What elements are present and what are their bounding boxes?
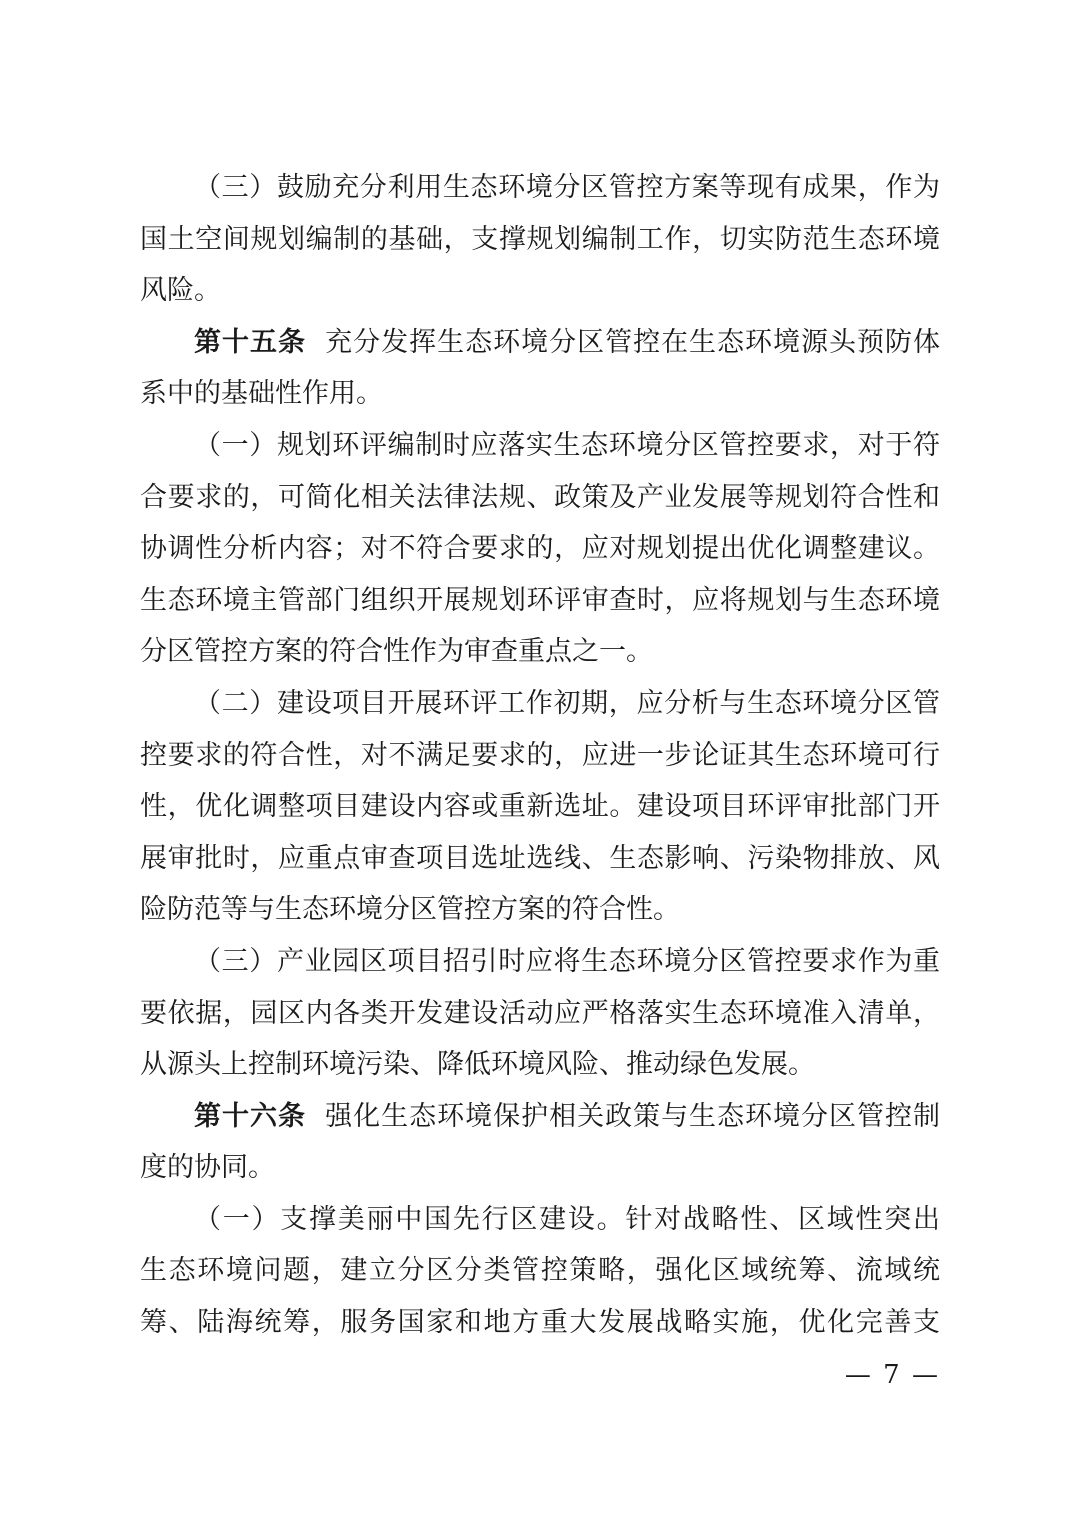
paragraph-line: 生态环境问题，建立分区分类管控策略，强化区域统筹、流域统 <box>140 1255 940 1287</box>
paragraph-line: 要依据，园区内各类开发建设活动应严格落实生态环境准入清单， <box>140 997 940 1029</box>
paragraph-line: 度的协同。 <box>140 1152 275 1184</box>
paragraph-line: 系中的基础性作用。 <box>140 378 383 410</box>
paragraph-line: 控要求的符合性，对不满足要求的，应进一步论证其生态环境可行 <box>140 739 940 771</box>
paragraph-line: 国土空间规划编制的基础，支撑规划编制工作，切实防范生态环境 <box>140 223 940 255</box>
paragraph-line: 协调性分析内容；对不符合要求的，应对规划提出优化调整建议。 <box>140 533 940 565</box>
paragraph-line: 生态环境主管部门组织开展规划环评审查时，应将规划与生态环境 <box>140 584 940 616</box>
document-body <box>140 162 940 1349</box>
paragraph-line: （三）鼓励充分利用生态环境分区管控方案等现有成果，作为 <box>194 172 940 203</box>
paragraph-line: 从源头上控制环境污染、降低环境风险、推动绿色发展。 <box>140 1049 815 1081</box>
paragraph-line: 合要求的，可简化相关法律法规、政策及产业发展等规划符合性和 <box>140 481 940 513</box>
paragraph-line: 筹、陆海统筹，服务国家和地方重大发展战略实施，优化完善支 <box>140 1307 940 1339</box>
paragraph-line: 险防范等与生态环境分区管控方案的符合性。 <box>140 894 680 926</box>
paragraph-line: 分区管控方案的符合性作为审查重点之一。 <box>140 636 653 668</box>
article-16-line <box>140 1091 940 1143</box>
article-16-heading: 第十六条 <box>194 1100 306 1132</box>
article-15-text: 充分发挥生态环境分区管控在生态环境源头预防体 <box>325 326 940 358</box>
paragraph-line: 风险。 <box>140 275 221 307</box>
paragraph-line: （三）产业园区项目招引时应将生态环境分区管控要求作为重 <box>194 945 940 977</box>
paragraph-line: （二）建设项目开展环评工作初期，应分析与生态环境分区管 <box>194 687 940 719</box>
paragraph-line: （一）规划环评编制时应落实生态环境分区管控要求，对于符 <box>194 429 940 461</box>
article-16-text: 强化生态环境保护相关政策与生态环境分区管控制 <box>325 1100 940 1132</box>
paragraph-line: 性，优化调整项目建设内容或重新选址。建设项目环评审批部门开 <box>140 791 940 823</box>
article-15-line <box>140 317 940 369</box>
paragraph-line: 展审批时，应重点审查项目选址选线、生态影响、污染物排放、风 <box>140 842 940 874</box>
page-number: — 7 — <box>844 1360 940 1390</box>
paragraph-line: （一）支撑美丽中国先行区建设。针对战略性、区域性突出 <box>194 1203 940 1235</box>
article-15-heading: 第十五条 <box>194 326 306 358</box>
